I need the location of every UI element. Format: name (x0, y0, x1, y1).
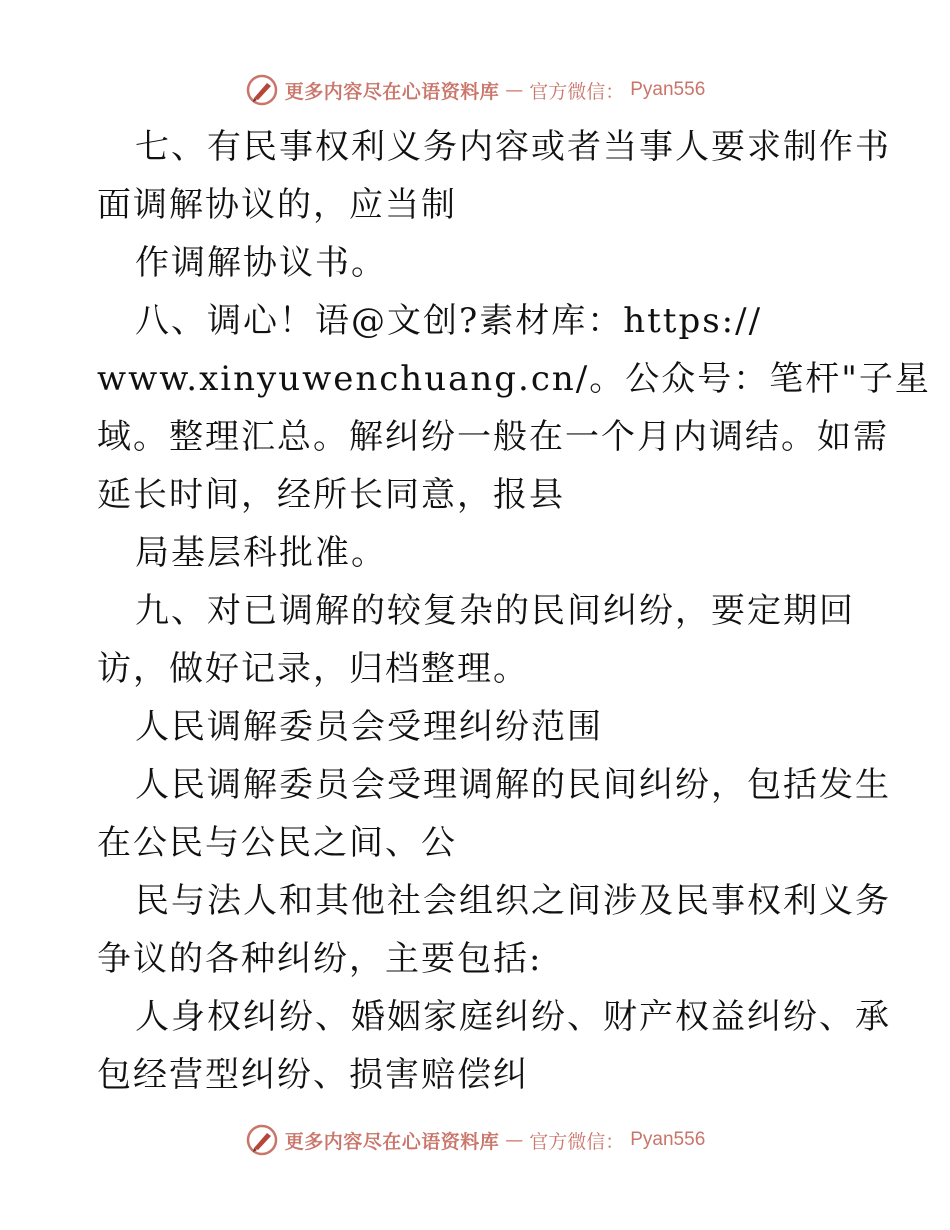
text-line: 人身权纠纷、婚姻家庭纠纷、财产权益纠纷、承 (135, 997, 891, 1037)
text-line: 域。整理汇总。解纠纷一般在一个月内调结。如需 (97, 417, 889, 457)
banner-separator: — (505, 1129, 524, 1151)
text-line: 民与法人和其他社会组织之间涉及民事权利义务 (135, 881, 891, 921)
banner-wechat-label: 官方微信： (529, 80, 625, 103)
banner-wechat-id: Pyan556 (630, 1129, 706, 1150)
text-line: 面调解协议的，应当制 (97, 185, 457, 225)
text-line: 访，做好记录，归档整理。 (97, 649, 529, 689)
banner-text: 更多内容尽在心语资料库 (284, 80, 500, 103)
footer-watermark-banner (0, 1120, 950, 1160)
pen-logo-icon (245, 1123, 279, 1157)
banner-separator: — (505, 79, 524, 101)
text-line: 九、对已调解的较复杂的民间纠纷，要定期回 (135, 591, 855, 631)
text-line: 人民调解委员会受理调解的民间纠纷，包括发生 (135, 765, 891, 805)
section-heading: 人民调解委员会受理纠纷范围 (135, 707, 603, 747)
text-line: 在公民与公民之间、公 (97, 823, 457, 863)
text-line: 八、调心！语@文创?素材库：https:// (135, 301, 763, 341)
banner-text: 更多内容尽在心语资料库 (284, 1130, 500, 1153)
text-line: 包经营型纠纷、损害赔偿纠 (97, 1055, 529, 1095)
text-line: 延长时间，经所长同意，报县 (97, 475, 565, 515)
text-line: 作调解协议书。 (135, 243, 387, 283)
pen-logo-icon (245, 73, 279, 107)
document-body (97, 118, 931, 1104)
text-line: 局基层科批准。 (135, 533, 387, 573)
header-watermark-banner (0, 70, 950, 110)
text-line: 七、有民事权利义务内容或者当事人要求制作书 (135, 127, 891, 167)
text-line: www.xinyuwenchuang.cn/。公众号：笔杆"子星 (97, 359, 931, 399)
banner-wechat-id: Pyan556 (630, 79, 706, 100)
text-line: 争议的各种纠纷，主要包括: (97, 939, 543, 979)
banner-wechat-label: 官方微信： (529, 1130, 625, 1153)
